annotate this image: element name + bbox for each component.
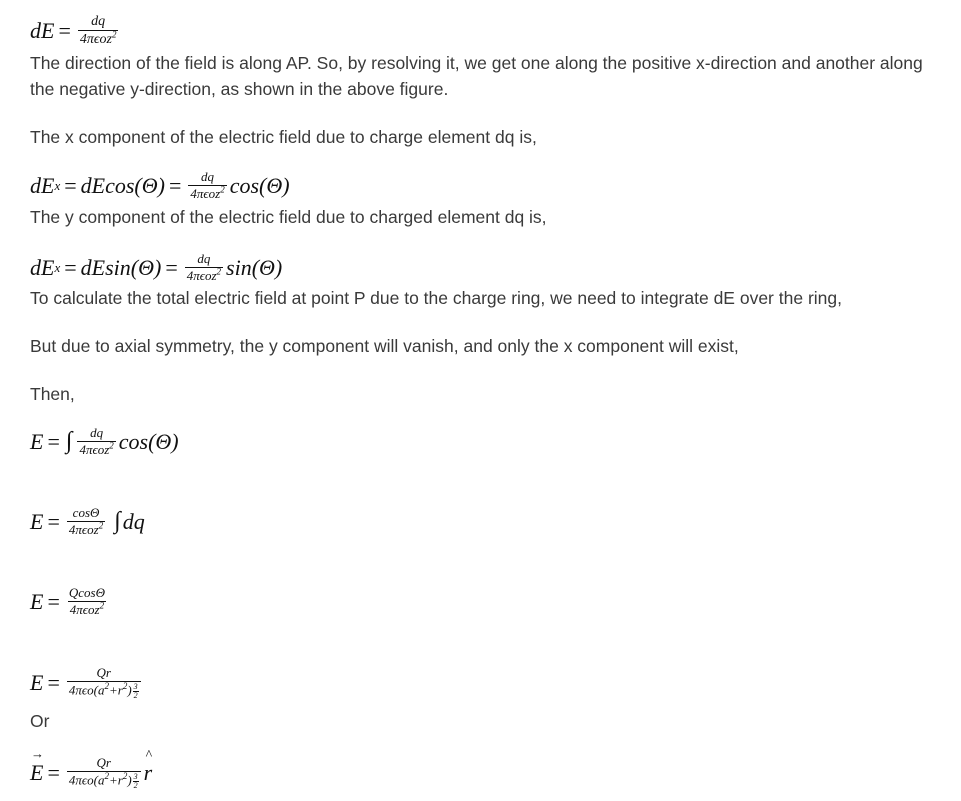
eq1-denominator: 4πϵoz$^2$ [79, 29, 117, 47]
eq2-middle: dEcos(Θ) [80, 172, 165, 198]
eq6-numerator: QcosΘ [68, 585, 105, 600]
eq4-fraction [77, 426, 115, 457]
equals-sign: = [64, 254, 77, 280]
eq7-denominator: $4\pi\epsilon o(a^2+r^2)$ $\frac{3}{2}$ [67, 681, 141, 700]
eq8-numerator: Qr [96, 755, 111, 770]
equation-dE [30, 14, 121, 47]
eq1-fraction [78, 14, 119, 47]
eq2-numerator: dq [201, 169, 215, 184]
eq1-numerator: dq [91, 14, 106, 29]
eq4-numerator: dq [90, 425, 104, 440]
equals-sign: = [64, 172, 77, 198]
paragraph-symmetry: But due to axial symmetry, the y component will vanish, and only the x component will exist, [30, 336, 739, 356]
equals-sign: = [47, 508, 60, 534]
eq5-lhs: E [30, 508, 44, 534]
eq6-fraction [67, 586, 107, 617]
equation-E-cos-integral [30, 506, 145, 537]
eq3-tail: sin(Θ) [226, 254, 283, 280]
eq8-unit-vector: ^ r [144, 760, 153, 786]
eq5-tail: dq [122, 508, 145, 534]
eq7-lhs: E [30, 670, 44, 695]
eq8-fraction [67, 756, 141, 790]
integral-sign: ∫ [114, 508, 121, 534]
equation-E-Qcos [30, 586, 110, 617]
integral-sign: ∫ [65, 428, 73, 454]
eq6-denominator: 4πϵoz$^2$ [69, 600, 105, 617]
eq5-numerator: cosΘ [72, 505, 100, 520]
eq3-denominator: 4πϵoz$^2$ [186, 266, 222, 283]
eq1-lhs: dE [30, 17, 55, 43]
eq8-lhs-vector: → E [30, 760, 43, 786]
equation-E-integral-cos [30, 426, 179, 457]
paragraph-direction: The direction of the field is along AP. So, by resolving it, we get one along the positive x-direction and another along the negative y-direction, as shown in the above figure. [30, 53, 923, 99]
equals-sign: = [47, 428, 60, 454]
paragraph-x-component: The x component of the electric field due to charge element dq is, [30, 127, 537, 147]
eq4-tail: cos(Θ) [118, 428, 179, 454]
eq3-lhs: dE [30, 254, 55, 280]
eq7-numerator: Qr [96, 665, 111, 680]
equation-dEx-sin: dE x = dEsin(Θ) = $\frac{dq}{4\pi\epsilon oz^2}$ sin(Θ) [30, 251, 283, 283]
eq3-middle: dEsin(Θ) [80, 254, 162, 280]
equation-E-Qr [30, 666, 144, 700]
eq5-denominator: 4πϵoz$^2$ [68, 520, 104, 537]
equals-sign: = [47, 670, 60, 695]
eq4-lhs: E [30, 428, 44, 454]
equals-sign: = [58, 17, 71, 43]
eq2-fraction [188, 170, 226, 201]
eq3-fraction [185, 252, 223, 283]
eq5-fraction [67, 506, 105, 537]
eq2-denominator: 4πϵoz$^2$ [190, 184, 225, 201]
paragraph-total-field: To calculate the total electric field at point P due to the charge ring, we need to integrate dE over the ring, [30, 288, 842, 308]
equals-sign: = [47, 760, 60, 785]
eq7-fraction [67, 666, 141, 700]
paragraph-then: Then, [30, 384, 75, 404]
paragraph-y-component: The y component of the electric field due to charged element dq is, [30, 207, 547, 227]
equals-sign: = [165, 254, 178, 280]
equation-dEx-cos: dE x = dEcos(Θ) = $\frac{dq}{4\pi\epsilon oz^2}$ cos(Θ) [30, 169, 290, 201]
equation-E-vector [30, 756, 152, 790]
eq8-denominator: $4\pi\epsilon o(a^2+r^2)$ $\frac{3}{2}$ [67, 771, 141, 790]
paragraph-or: Or [30, 711, 50, 731]
eq6-lhs: E [30, 588, 44, 614]
eq3-numerator: dq [197, 251, 211, 266]
equals-sign: = [47, 588, 60, 614]
equals-sign: = [168, 172, 182, 198]
eq2-tail: cos(Θ) [229, 172, 290, 198]
eq4-denominator: 4πϵoz$^2$ [79, 440, 114, 457]
eq2-lhs: dE [30, 172, 55, 198]
